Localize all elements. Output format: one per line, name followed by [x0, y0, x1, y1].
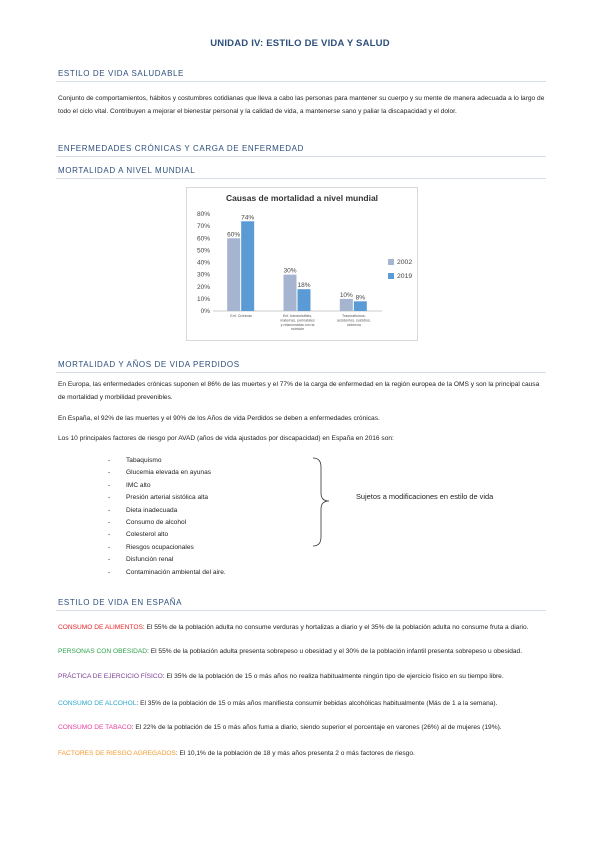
risk-factor-label: IMC alto — [126, 481, 151, 489]
espana-item-label: CONSUMO DE ALIMENTOS — [58, 624, 143, 631]
section-heading-enfermedades: ENFERMEDADES CRÓNICAS Y CARGA DE ENFERMEDAD — [58, 144, 304, 153]
section-divider — [56, 81, 546, 82]
y-tick-label: 40% — [196, 259, 210, 267]
espana-item-text: : El 55% de la población adulta presenta sobrepeso u obesidad y el 30% de la población infantil presenta sobrepeso u obesidad. — [147, 648, 523, 655]
list-dash: - — [108, 556, 111, 564]
list-dash: - — [108, 519, 111, 527]
espana-item-label: FACTORES DE RIESGO AGREGADOS — [58, 750, 176, 757]
x-tick-label: Enf. transmisibles, maternas, perinatales y relacionadas con la nutrición — [280, 314, 315, 332]
section-heading-mortalidad-avad: MORTALIDAD Y AÑOS DE VIDA PERDIDOS — [58, 360, 240, 369]
data-label: 8% — [355, 294, 366, 302]
data-label: 30% — [283, 267, 297, 275]
y-tick-label: 0% — [200, 308, 210, 315]
mortality-chart — [186, 187, 418, 341]
risk-factor-label: Presión arterial sistólica alta — [126, 494, 209, 502]
espana-item-text: : El 35% de la población de 15 o más años manifiesta consumir bebidas alcohólicas habitualmente (Más de 1 a la semana). — [136, 700, 498, 707]
risk-factor-item — [108, 455, 226, 467]
espana-item-text: : El 35% de la población de 15 o más años no realiza habitualmente ningún tipo de ejercicio físico en su tiempo libre. — [162, 673, 504, 680]
risk-factor-item — [108, 567, 226, 579]
risk-factor-label: Glucemia elevada en ayunas — [126, 469, 212, 477]
risk-factor-item — [108, 542, 226, 554]
risk-factor-item — [108, 467, 226, 479]
legend-swatch — [388, 259, 394, 265]
legend-label: 2019 — [397, 273, 413, 280]
list-dash: - — [108, 494, 111, 502]
data-label: 18% — [297, 282, 311, 290]
risk-factor-item — [108, 480, 226, 492]
section-heading-estilo-saludable: ESTILO DE VIDA SALUDABLE — [58, 69, 184, 78]
espana-item — [58, 621, 546, 634]
list-dash: - — [108, 568, 111, 576]
risk-factor-item — [108, 505, 226, 517]
page-title: UNIDAD IV: ESTILO DE VIDA Y SALUD — [210, 38, 390, 49]
x-tick-label: Enf. Crónicas — [230, 314, 252, 318]
mortalidad-paragraph-factores: Los 10 principales factores de riesgo por AVAD (años de vida ajustados por discapacidad) en España en 2016 son: — [58, 435, 394, 442]
risk-factor-label: Disfunción renal — [126, 556, 174, 564]
bar — [354, 301, 367, 311]
mortalidad-paragraph-europa: En Europa, las enfermedades crónicas suponen el 86% de las muertes y el 77% de la carga de enfermedad en la región europea de la OMS y son la principal causa de mortalidad y morbilidad prevenibles. — [58, 381, 540, 401]
y-tick-label: 80% — [196, 211, 210, 218]
chart-plot — [187, 188, 417, 340]
bar — [284, 275, 297, 311]
risk-factor-label: Dieta inadecuada — [126, 506, 178, 514]
legend-label: 2002 — [397, 259, 413, 266]
risk-factor-label: Riesgos ocupacionales — [126, 543, 194, 551]
y-tick-label: 30% — [196, 271, 210, 279]
risk-factor-label: Colesterol alto — [126, 531, 169, 539]
section-heading-mortalidad-mundial: MORTALIDAD A NIVEL MUNDIAL — [58, 166, 196, 175]
y-tick-label: 70% — [196, 223, 210, 231]
bar — [241, 221, 254, 311]
risk-factor-label: Consumo de alcohol — [126, 519, 187, 527]
curly-brace — [311, 457, 331, 547]
espana-item — [58, 747, 546, 760]
espana-item — [58, 697, 546, 710]
risk-factor-item — [108, 517, 226, 529]
section-heading-espana: ESTILO DE VIDA EN ESPAÑA — [58, 598, 183, 607]
list-dash: - — [108, 469, 111, 477]
espana-item-text: : El 55% de la población adulta no consume verduras y hortalizas a diario y el 35% de la población adulta no consume fruta a diario. — [142, 624, 529, 631]
espana-item — [58, 721, 546, 734]
modifiable-factors-note: Sujetos a modificaciones en estilo de vida — [356, 492, 494, 501]
bar — [298, 289, 311, 311]
espana-item-label: CONSUMO DE ALCOHOL — [58, 700, 137, 707]
y-tick-label: 50% — [196, 247, 210, 255]
bar — [227, 238, 240, 311]
section-divider — [56, 178, 546, 179]
data-label: 60% — [227, 231, 241, 239]
section-divider — [56, 610, 546, 611]
y-tick-label: 20% — [196, 283, 210, 291]
risk-factor-item — [108, 554, 226, 566]
espana-item — [58, 670, 546, 683]
chart-title: Causas de mortalidad a nivel mundial — [225, 193, 379, 203]
espana-item — [58, 645, 546, 658]
espana-item-label: PRÁCTICA DE EJERCICIO FÍSICO — [58, 673, 163, 680]
bar — [340, 299, 353, 311]
risk-factor-label: Contaminación ambiental del aire. — [126, 568, 226, 576]
x-tick-label: Traumatismos, accidentes, suicidios, violencia — [336, 314, 371, 327]
list-dash: - — [108, 531, 111, 539]
y-tick-label: 60% — [196, 235, 210, 243]
section-divider — [56, 372, 546, 373]
risk-factor-list — [108, 455, 226, 579]
risk-factor-item — [108, 529, 226, 541]
risk-factor-label: Tabaquismo — [126, 457, 162, 464]
mortalidad-paragraph-espana: En España, el 92% de las muertes y el 90% de los Años de vida Perdidos se deben a enfermedades crónicas. — [58, 415, 380, 422]
list-dash: - — [108, 506, 111, 514]
list-dash: - — [108, 481, 111, 489]
data-label: 74% — [241, 214, 255, 222]
y-tick-label: 10% — [196, 295, 210, 303]
legend-swatch — [388, 273, 394, 279]
list-dash: - — [108, 543, 111, 551]
list-dash: - — [108, 457, 111, 464]
section-divider — [56, 156, 546, 157]
estilo-saludable-text: Conjunto de comportamientos, hábitos y costumbres cotidianas que lleva a cabo las personas para mantener su cuerpo y su mente de manera adecuada a lo largo de todo el ciclo vital. Contribuyen a mejorar el bienestar personal y la calidad de vida, a mantenerse sano y paliar la discapacidad y el dolor. — [58, 95, 545, 115]
espana-item-label: CONSUMO DE TABACO — [58, 724, 132, 731]
data-label: 10% — [339, 291, 353, 299]
espana-item-text: : El 22% de la población de 15 o más años fuma a diario, siendo superior el porcentaje en varones (26%) al de mujeres (19%). — [131, 724, 502, 731]
espana-item-text: : El 10,1% de la población de 18 y más años presenta 2 o más factores de riesgo. — [175, 750, 415, 757]
risk-factor-item — [108, 492, 226, 504]
espana-item-label: PERSONAS CON OBESIDAD — [58, 648, 148, 655]
